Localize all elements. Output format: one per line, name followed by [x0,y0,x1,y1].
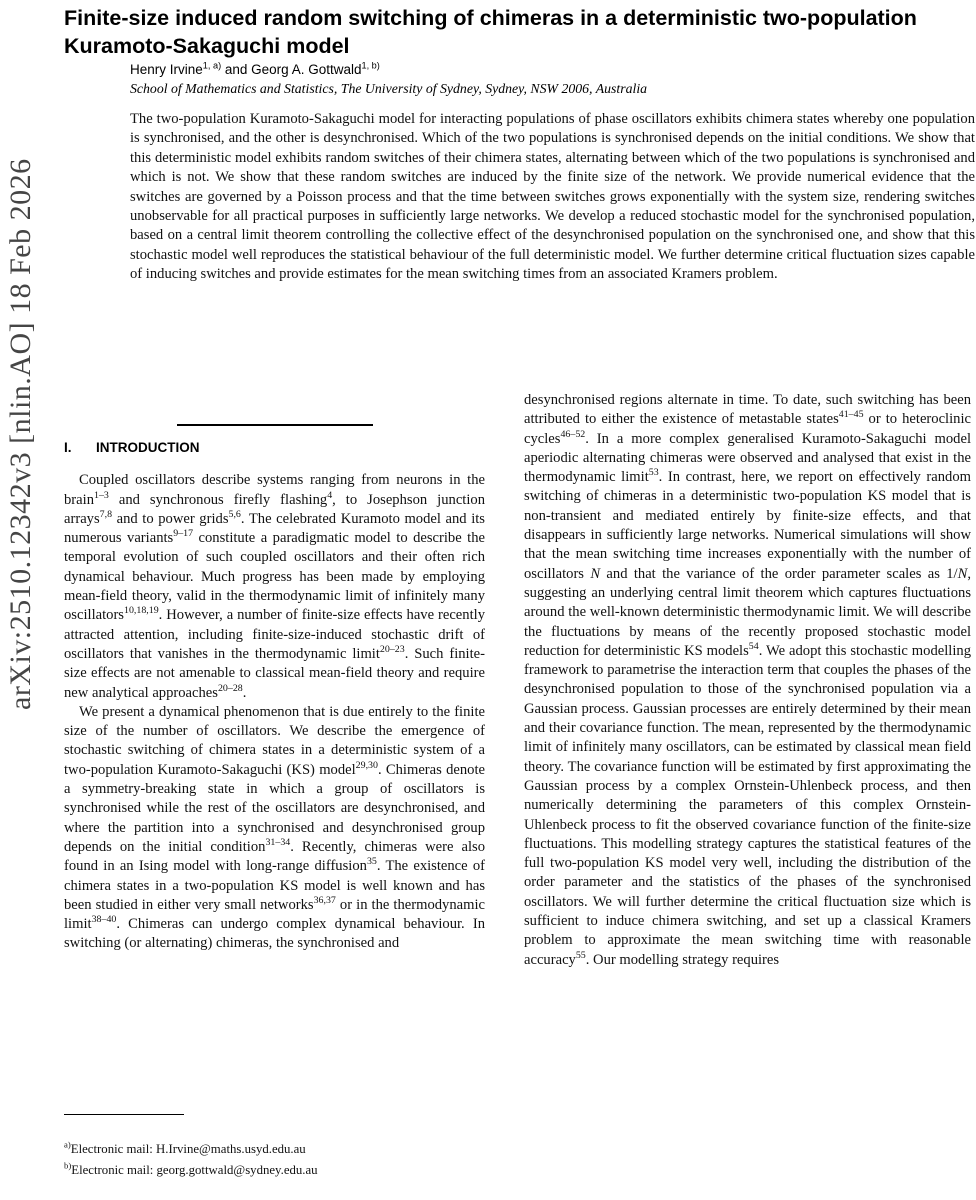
affiliation-line: School of Mathematics and Statistics, The University of Sydney, Sydney, NSW 2006, Australia [130,81,648,96]
authors-line: Henry Irvine$^{1, a)}$ and Georg A. Gottwald$^{1, b)}$ [130,60,380,77]
left-column [64,424,485,954]
paper-title: Finite-size induced random switching of chimeras in a deterministic two-population Kuramoto-Sakaguchi model [64,6,917,58]
right-column [524,391,971,1197]
footnote-email-a: $^{a)}$Electronic mail: H.Irvine@maths.usyd.edu.au [64,1139,306,1156]
section-rule [177,424,373,426]
footnote-rule [64,1114,184,1115]
footnote-email-b: $^{b)}$Electronic mail: georg.gottwald@sydney.edu.au [64,1160,318,1177]
section-number: I. [64,440,72,455]
intro-paragraph-1: Coupled oscillators describe systems ranging from neurons in the brain$^{1-3}$ and synchronous firefly flashing$^4$, to Josephson junction arrays$^{7,8}$ and to power grids$^{5,6}$. The celebrated Kuramoto model and its numerous variants$^{9-17}$ constitute a paradigmatic model to describe the temporal evolution of such coupled oscillators and their often rich dynamical behaviour. Much progress has been made by employing mean-field theory, valid in the thermodynamic limit of infinitely many oscillators$^{10,18,19}$. However, a number of finite-size effects have recently attracted attention, including finite-size-induced stochastic drift of oscillators that vanishes in the thermodynamic limit$^{20-23}$. Such finite-size effects are not amenable to classical mean-field theory and require new analytical approaches$^{20-28}$. [64,472,486,701]
abstract-text: The two-population Kuramoto-Sakaguchi model for interacting populations of phase oscillators exhibits chimera states whereby one population is synchronised, and the other is desynchronised. Which of the two populations is synchronised depends on the initial conditions. We show that this deterministic model exhibits random switches of their chimera states, alternating between which of the two populations is synchronised and which is not. We show that these random switches are induced by the finite size of the network. We provide numerical evidence that the switches are governed by a Poisson process and that the time between switches grows exponentially with the system size, rendering switches unobservable for all practical purposes in sufficiently large networks. We develop a reduced stochastic model for the synchronised population, based on a central limit theorem controlling the collective effect of the desynchronised population on the synchronised one, and show that this stochastic model well reproduces the statistical behaviour of the full deterministic model. We further determine critical fluctuation sizes capable of inducing switches and provide estimates for the mean switching times from an associated Kramers problem. [130,111,975,283]
section-title: INTRODUCTION [96,440,200,455]
intro-paragraph-2: We present a dynamical phenomenon that is due entirely to the finite size of the number of oscillators. We describe the emergence of stochastic switching of chimera states in a deterministic system of a two-population Kuramoto-Sakaguchi (KS) model$^{29,30}$. Chimeras denote a symmetry-breaking state in which a group of oscillators is synchronised while the rest of the oscillators are desynchronised, and where the partition into a synchronised and desynchronised group depends on the initial condition$^{31-34}$. Recently, chimeras were also found in an Ising model with long-range diffusion$^{35}$. The existence of chimera states in a two-population KS model is well known and has been studied in either very small networks$^{36,37}$ or in the thermodynamic limit$^{38-40}$. Chimeras can undergo complex dynamical behaviour. In switching (or alternating) chimeras, the synchronised and [64,703,486,952]
intro-paragraph-3: desynchronised regions alternate in time. To date, such switching has been attributed to either the existence of metastable states$^{41-45}$ or to heteroclinic cycles$^{46-52}$. In a more complex generalised Kuramoto-Sakaguchi model aperiodic alternating chimeras were observed and analysed that exist in the thermodynamic limit$^{53}$. In contrast, here, we report on effectively random switching of chimeras in a deterministic two-population KS model that is non-transient and mediated entirely by finite-size effects, and that disappears in sufficiently large networks. Numerical simulations will show that the mean switching time increases exponentially with the number of oscillators N and that the variance of the order parameter scales as 1/N, suggesting an underlying central limit theorem which captures fluctuations around the well-known deterministic thermodynamic limit. We will describe the fluctuations by means of the recently proposed stochastic model reduction for deterministic KS models$^{54}$. We adopt this stochastic modelling framework to parametrise the interaction term that couples the phases of the desynchronised population to those of the synchronised population via a Gaussian process. Gaussian processes are entirely determined by their mean and their covariance function. The mean, represented by the thermodynamic limit of infinitely many oscillators, can be estimated by classical mean field theory. The covariance function will be estimated by first approximating the Gaussian process by a complex Ornstein-Uhlenbeck process, and then numerically determining the parameters of this complex Ornstein-Uhlenbeck process to fit the observed covariance function of the finite-size fluctuations. This modelling strategy captures the statistical features of the full two-population KS model very well, including the distribution of the order parameter and the statistics of the phases of the synchronised oscillators. We will further determine the critical fluctuation size which is sufficient to induce chimera switching, and set up a classical Kramers problem to approximate the mean switching time with reasonable accuracy$^{55}$. Our modelling strategy requires [524,392,971,968]
section-heading-introduction [64,438,485,457]
arxiv-watermark: arXiv:2510.12342v3 [nlin.AO] 18 Feb 2026 [4,158,37,710]
footnote-area [64,1114,485,1181]
